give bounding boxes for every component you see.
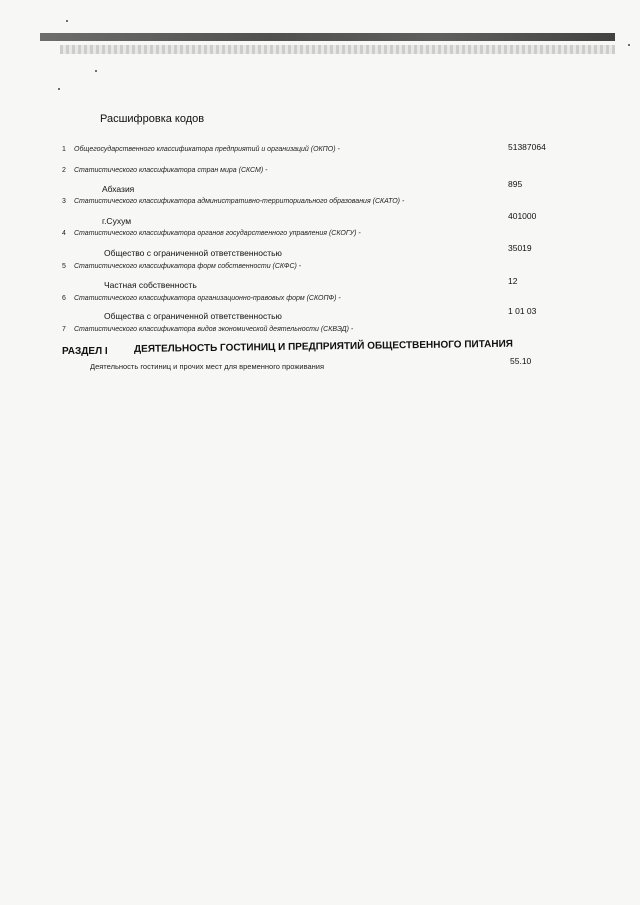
- code-entry-skved: [62, 326, 353, 333]
- entry-value: Частная собственность: [104, 280, 197, 290]
- entry-code: 35019: [508, 243, 532, 253]
- entry-label: Статистического классификатора стран мира (СКСМ) -: [74, 167, 268, 174]
- entry-value: Общества с ограниченной ответственностью: [104, 311, 282, 321]
- entry-label: Общегосударственного классификатора предприятий и организаций (ОКПО) -: [74, 146, 340, 153]
- entry-code: 12: [508, 276, 518, 286]
- code-entry-skato: [62, 198, 404, 205]
- section-item: Деятельность гостиниц и прочих мест для временного проживания: [90, 362, 325, 371]
- entry-number: 1: [62, 146, 66, 153]
- section-item-code: 55.10: [510, 356, 532, 366]
- entry-number: 5: [62, 263, 66, 270]
- entry-code: 401000: [508, 211, 537, 221]
- entry-code: 51387064: [508, 142, 546, 152]
- scan-edge-noise: [60, 45, 615, 54]
- code-entry-skopf: [62, 295, 341, 302]
- entry-label: Статистического классификатора органов государственного управления (СКОГУ) -: [74, 230, 361, 237]
- code-entry-skogu: [62, 230, 361, 237]
- scan-speck: [95, 70, 97, 72]
- page-title: Расшифровка кодов: [100, 113, 205, 125]
- scan-speck: [628, 44, 630, 46]
- code-entry-sksm: [62, 167, 267, 174]
- entry-number: 4: [62, 230, 66, 237]
- entry-number: 7: [62, 326, 66, 333]
- scan-speck: [66, 20, 68, 22]
- entry-code: 895: [508, 179, 523, 189]
- scan-edge-bar: [40, 33, 615, 41]
- section-title: ДЕЯТЕЛЬНОСТЬ ГОСТИНИЦ И ПРЕДПРИЯТИЙ ОБЩЕСТВЕННОГО ПИТАНИЯ: [133, 338, 514, 355]
- scan-speck: [58, 88, 60, 90]
- entry-code: 1 01 03: [508, 306, 537, 316]
- code-entry-skfs: [62, 263, 301, 270]
- entry-label: Статистического классификатора административно-территориального образования (СКАТО) -: [74, 198, 405, 205]
- entry-label: Статистического классификатора организационно-правовых форм (СКОПФ) -: [74, 295, 341, 302]
- entry-number: 2: [62, 167, 66, 174]
- entry-label: Статистического классификатора форм собственности (СКФС) -: [74, 263, 302, 270]
- entry-number: 3: [62, 198, 66, 205]
- entry-value: г.Сухум: [102, 216, 132, 226]
- section-label: РАЗДЕЛ I: [62, 346, 108, 357]
- entry-number: 6: [62, 295, 66, 302]
- entry-label: Статистического классификатора видов экономической деятельности (СКВЭД) -: [74, 326, 354, 333]
- entry-value: Общество с ограниченной ответственностью: [104, 248, 282, 258]
- entry-value: Абхазия: [102, 184, 135, 194]
- code-entry-okpo: [62, 146, 340, 153]
